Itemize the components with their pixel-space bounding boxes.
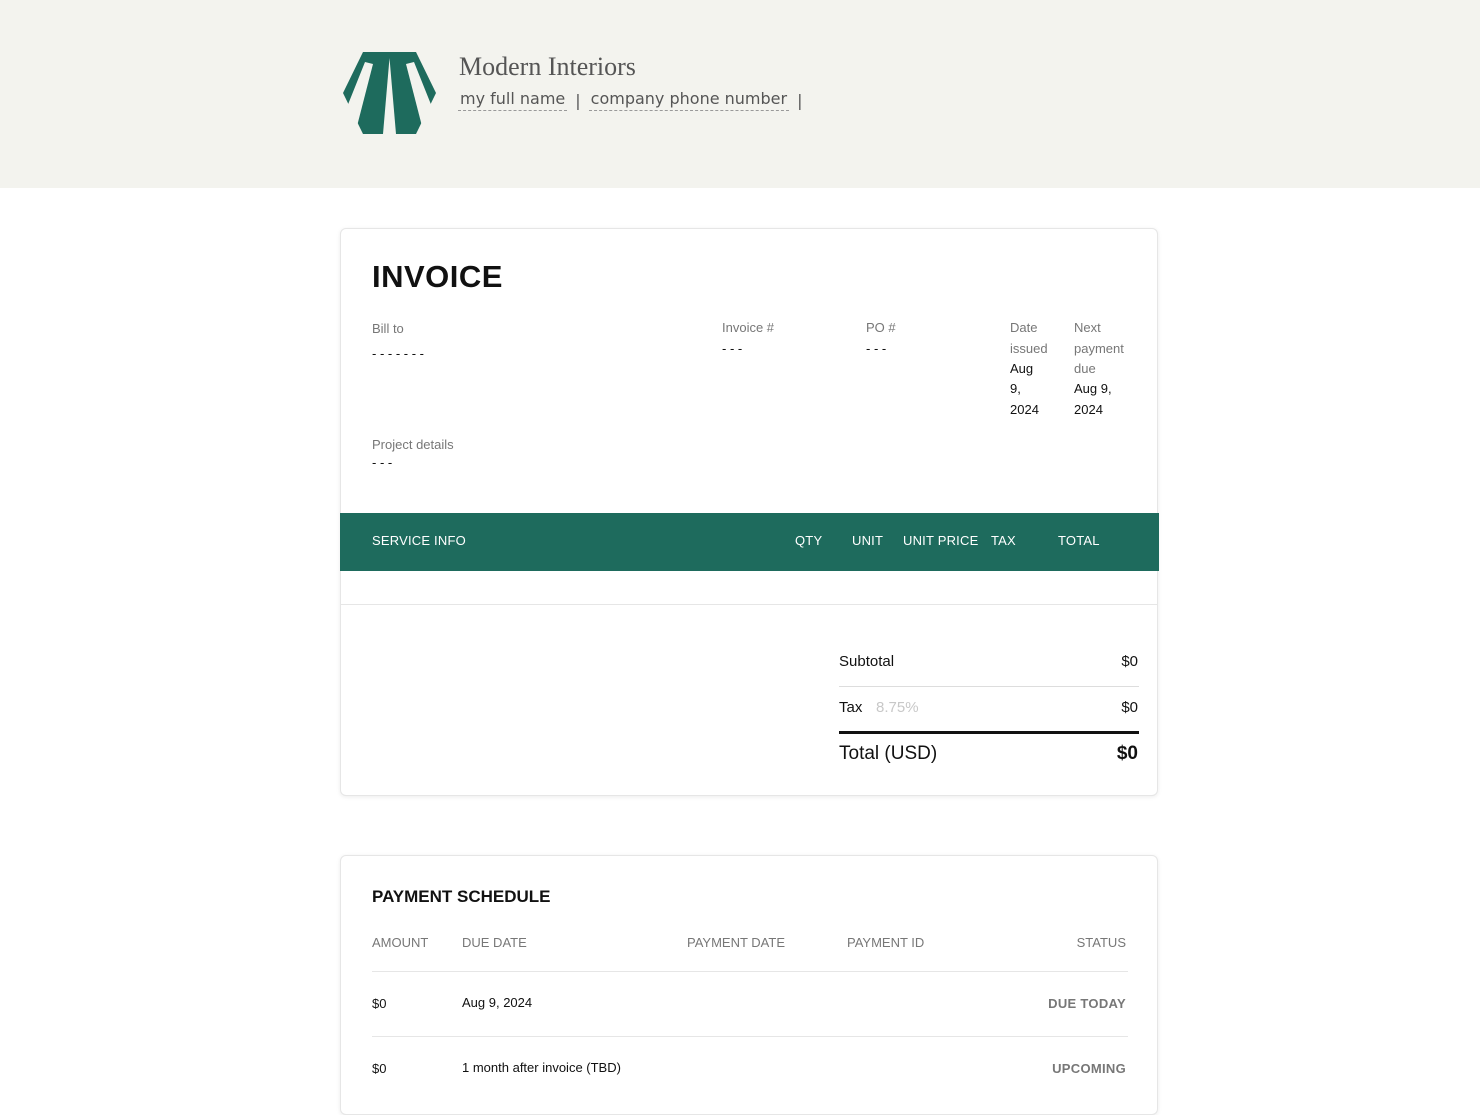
th-unit-price: UNIT PRICE — [903, 533, 979, 548]
tax-value: $0 — [1121, 699, 1138, 716]
next-payment-due-label: payment — [1074, 341, 1124, 356]
date-issued-value[interactable]: 9, — [1010, 381, 1021, 396]
full-name-field[interactable]: my full name — [458, 89, 567, 111]
po-number-label: PO # — [866, 320, 896, 335]
th-service-info: SERVICE INFO — [372, 533, 466, 548]
divider — [839, 686, 1139, 687]
status-badge: UPCOMING — [1052, 1061, 1126, 1076]
project-details-label: Project details — [372, 437, 454, 452]
next-payment-due-label: Next — [1074, 320, 1101, 335]
table-divider — [341, 604, 1157, 605]
th-qty: QTY — [795, 533, 823, 548]
invoice-number-label: Invoice # — [722, 320, 775, 335]
date-issued-value[interactable]: 2024 — [1010, 402, 1039, 417]
sh-payment-id: PAYMENT ID — [847, 935, 925, 950]
service-table-header — [340, 513, 1159, 571]
row-divider — [372, 1036, 1128, 1037]
payment-schedule-card — [340, 855, 1158, 1115]
row-divider — [372, 971, 1128, 972]
invoice-card — [340, 228, 1158, 796]
po-number-value[interactable]: - - - — [866, 341, 887, 356]
subtotal-label: Subtotal — [839, 653, 895, 670]
separator: | — [797, 90, 803, 110]
invoice-number-value[interactable]: - - - — [722, 341, 743, 356]
date-issued-label: issued — [1010, 341, 1048, 356]
th-tax: TAX — [991, 533, 1016, 548]
bill-to-label: Bill to — [372, 321, 404, 336]
row-due-date: Aug 9, 2024 — [462, 995, 533, 1010]
invoice-title: INVOICE — [372, 259, 503, 294]
next-payment-due-value[interactable]: 2024 — [1074, 402, 1103, 417]
total-value: $0 — [1116, 743, 1138, 764]
company-header — [0, 0, 1480, 188]
separator: | — [575, 90, 581, 110]
total-label: Total (USD) — [839, 743, 938, 764]
row-amount: $0 — [372, 996, 387, 1011]
company-name: Modern Interiors — [459, 52, 636, 81]
sh-due-date: DUE DATE — [462, 935, 527, 950]
date-issued-label: Date — [1010, 320, 1038, 335]
th-total: TOTAL — [1058, 533, 1100, 548]
tax-label: Tax — [839, 699, 863, 716]
next-payment-due-value[interactable]: Aug 9, — [1074, 381, 1112, 396]
status-badge: DUE TODAY — [1048, 996, 1126, 1011]
row-amount: $0 — [372, 1061, 387, 1076]
next-payment-due-label: due — [1074, 361, 1096, 376]
phone-field[interactable]: company phone number — [589, 89, 789, 111]
sh-amount: AMOUNT — [372, 935, 429, 950]
subtotal-value: $0 — [1121, 653, 1138, 670]
tax-rate-input[interactable]: 8.75% — [876, 699, 919, 716]
row-due-date: 1 month after invoice (TBD) — [462, 1060, 621, 1075]
contact-line — [458, 87, 810, 113]
date-issued-value[interactable]: Aug — [1010, 361, 1034, 376]
payment-schedule-title: PAYMENT SCHEDULE — [372, 887, 551, 906]
project-details-value[interactable]: - - - — [372, 455, 393, 470]
hexagon-logo-icon — [343, 52, 436, 134]
sh-status: STATUS — [1076, 935, 1126, 950]
th-unit: UNIT — [852, 533, 884, 548]
bill-to-value[interactable]: - - - - - - - — [372, 346, 424, 361]
sh-payment-date: PAYMENT DATE — [687, 935, 785, 950]
divider — [839, 731, 1139, 734]
